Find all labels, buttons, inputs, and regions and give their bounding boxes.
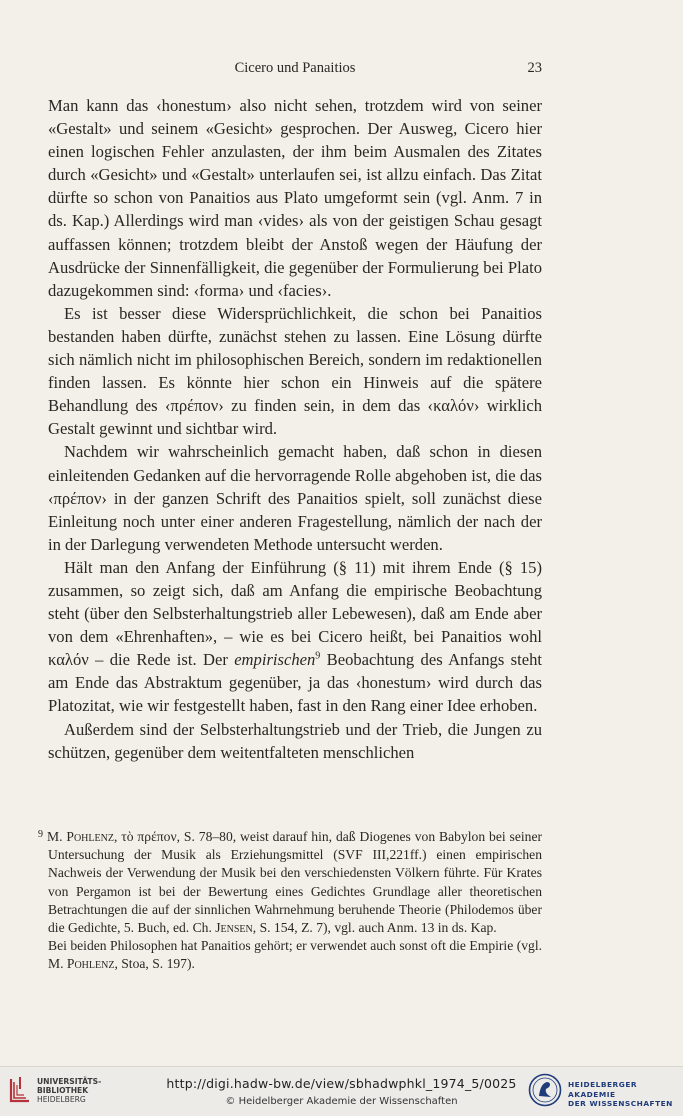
footnote (38, 826, 543, 974)
author-name: Pohlenz (66, 956, 115, 972)
footnote-text (48, 937, 542, 973)
text-run: , Stoa, S. 197). (114, 956, 195, 972)
copyright-notice: © Heidelberger Akademie der Wissenschaften (225, 1096, 458, 1107)
academy-seal-icon[interactable] (528, 1073, 562, 1107)
library-line: HEIDELBERG (37, 1095, 86, 1104)
footnote-reference[interactable]: 9 (315, 650, 321, 662)
emphasis: empirischen (234, 650, 316, 670)
author-name: M. Pohlenz (47, 829, 114, 844)
text-run: Hält man den Anfang der Einführung (§ 11) mit ihrem Ende (§ 15) zusammen, so zeigt sich, daß am Anfang die empirische Beobachtung steht (über den Selbsterhaltungstrieb aller Lebewesen), daß am Ende aber von dem «Ehrenhaften», – wie es bei Cicero heißt, bei Panaitios wohl καλόν – die Rede ist. Der (48, 557, 542, 670)
academy-line: HEIDELBERGER AKADEMIE (568, 1080, 638, 1099)
paragraph: Nachdem wir wahrscheinlich gemacht haben, daß schon in diesen einleitenden Gedanken auf die hervorragende Rolle abgehoben ist, die das ‹πρέπον› in der ganzen Schrift des Panaitios spielt, soll zunächst diese Einleitung noch unter einer anderen Fragestellung, nämlich der nach der in der Darlegung verwendeten Methode untersucht werden. (48, 442, 542, 554)
footnote-mark: 9 (38, 829, 43, 840)
page-number: 23 (527, 60, 542, 76)
footnote-text (38, 826, 543, 937)
permalink-url[interactable]: http://digi.hadw-bw.de/view/sbhadwphkl_1974_5/0025 (166, 1076, 517, 1091)
library-line: BIBLIOTHEK (37, 1086, 89, 1095)
paragraph: Man kann das ‹honestum› also nicht sehen, trotzdem wird von seiner «Gestalt» und seinem «Gesicht» gesprochen. Der Ausweg, Cicero hier einen logischen Fehler anzulasten, der ihm beim Ausmalen des Zitates durch «Gesicht» und «Gestalt» unterlaufen sei, ist allzu einfach. Das Zitat dürfte so schon von Panaitios aus Plato umgeformt sein (vgl. Anm. 7 in ds. Kap.) Allerdings wird man ‹vides› als von der geistigen Schau gesagt auffassen können; trotzdem bleibt der Anstoß wegen der Häufung der Ausdrücke der Sinnenfälligkeit, die gegenüber der Formulierung bei Plato dazugekommen sind: ‹forma› und ‹facies›. (48, 96, 542, 300)
academy-line: DER WISSENSCHAFTEN (568, 1099, 673, 1108)
running-head (48, 60, 542, 80)
text-run: Beobachtung des Anfangs steht am Ende das Abstraktum gegenüber, ja das ‹honestum› wird durch das Platozitat, wie wir festgestellt haben, fast in den Rang einer Idee erhoben. (48, 650, 542, 716)
text-run: Bei beiden Philosophen hat Panaitios gehört; er verwendet auch sonst oft die Empirie (vgl. M. (48, 938, 542, 972)
paragraph (48, 556, 542, 718)
author-name: Jensen (215, 920, 253, 936)
library-line: UNIVERSITÄTS- (37, 1077, 102, 1086)
text-run: , S. 154, Z. 7), vgl. auch Anm. 13 in ds. Kap. (252, 920, 497, 936)
viewer-footer (0, 1066, 683, 1116)
paragraph: Außerdem sind der Selbsterhaltungstrieb und der Trieb, die Jungen zu schützen, gegenüber dem weitentfalteten menschlichen (48, 719, 542, 762)
paragraph: Es ist besser diese Widersprüchlichkeit, die schon bei Panaitios bestanden haben dürfte, zunächst stehen zu lassen. Eine Lösung dürfte sich nämlich nicht im philosophischen Bereich, sondern im redaktionellen finden lassen. Es könnte hier schon ein Hinweis auf die spätere Behandlung des ‹πρέπον› zu finden sein, in dem das ‹καλόν› wirklich Gestalt gewinnt und sichtbar wird. (48, 303, 542, 439)
running-title: Cicero und Panaitios (234, 60, 356, 76)
main-text (48, 94, 542, 764)
academy-name[interactable] (568, 1080, 683, 1109)
text-run: , τὸ πρέπον, S. 78–80, weist darauf hin, daß Diogenes von Babylon bei seiner Untersuchung der Musik als Erziehungsmittel (SVF III,221ff.) einen empirischen Nachweis der Verwendung der Musik bei den verschiedensten Völkern führte. Für Krates von Pergamon ist bei der Bewertung eines Gedichtes Grundlage aller theoretischen Betrachtungen die auf der sinnlichen Wahrnehmung beruhende Theorie (Philodemos über die Gedichte, 5. Buch, ed. Ch. (48, 829, 543, 936)
